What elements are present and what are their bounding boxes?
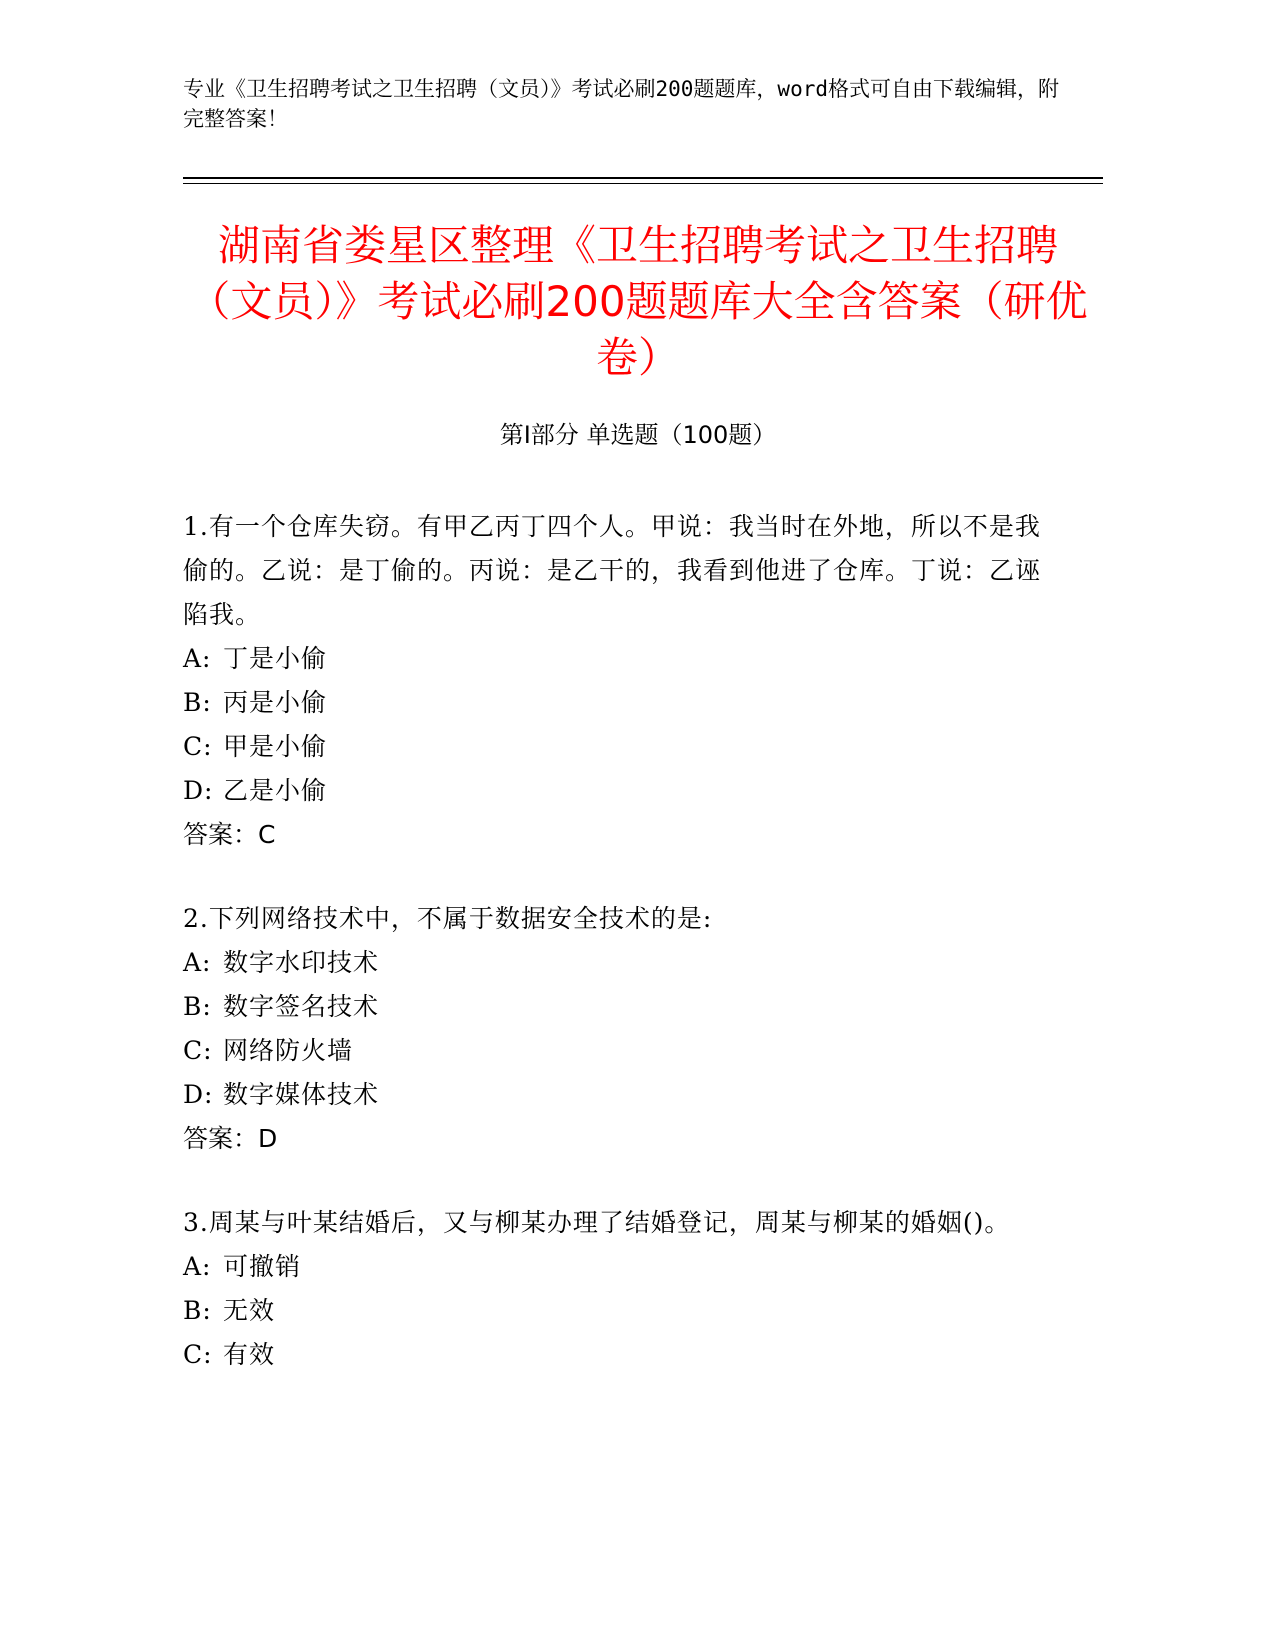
question-2 — [183, 897, 1063, 1161]
option-c — [183, 725, 1063, 769]
option-c — [183, 1333, 1063, 1377]
section-title: 第I部分 单选题（100题） — [499, 421, 777, 449]
option-letter: C: — [183, 1340, 213, 1369]
option-a — [183, 637, 1063, 681]
option-text: 无效 — [223, 1296, 276, 1325]
option-letter: B: — [183, 992, 212, 1021]
question-stem: 3.周某与叶某结婚后，又与柳某办理了结婚登记，周某与柳某的婚姻()。 — [183, 1208, 1011, 1237]
option-letter: B: — [183, 1296, 212, 1325]
option-text: 有效 — [223, 1340, 276, 1369]
option-b — [183, 1289, 1063, 1333]
option-b — [183, 681, 1063, 725]
option-text: 数字媒体技术 — [223, 1080, 380, 1109]
document-title: 湖南省娄星区整理《卫生招聘考试之卫生招聘（文员）》考试必刷200题题库大全含答案（研优卷） — [188, 221, 1088, 382]
option-text: 数字签名技术 — [223, 992, 380, 1021]
option-text: 丙是小偷 — [223, 688, 328, 717]
header-note: 专业《卫生招聘考试之卫生招聘（文员）》考试必刷200题题库，word格式可自由下载编辑，附完整答案！ — [183, 77, 1059, 131]
option-d — [183, 769, 1063, 813]
option-text: 数字水印技术 — [223, 948, 380, 977]
header-rule-thick — [183, 177, 1103, 179]
option-b — [183, 985, 1063, 1029]
option-letter: A: — [183, 948, 212, 977]
option-letter: C: — [183, 1036, 213, 1065]
option-c — [183, 1029, 1063, 1073]
option-a — [183, 1245, 1063, 1289]
header-rule-thin — [183, 183, 1103, 184]
option-letter: D: — [183, 1080, 214, 1109]
question-list — [183, 505, 1063, 1417]
option-letter: A: — [183, 1252, 212, 1281]
question-stem: 1.有一个仓库失窃。有甲乙丙丁四个人。甲说：我当时在外地，所以不是我偷的。乙说：是丁偷的。丙说：是乙干的，我看到他进了仓库。丁说：乙诬陷我。 — [183, 512, 1042, 629]
option-letter: C: — [183, 732, 213, 761]
option-text: 甲是小偷 — [223, 732, 328, 761]
option-text: 丁是小偷 — [223, 644, 328, 673]
option-letter: D: — [183, 776, 214, 805]
question-stem: 2.下列网络技术中，不属于数据安全技术的是: — [183, 904, 713, 933]
answer-line: 答案：C — [183, 820, 276, 849]
option-d — [183, 1073, 1063, 1117]
option-text: 乙是小偷 — [223, 776, 328, 805]
option-text: 网络防火墙 — [223, 1036, 354, 1065]
question-3 — [183, 1201, 1063, 1377]
option-a — [183, 941, 1063, 985]
option-letter: B: — [183, 688, 212, 717]
answer-line: 答案：D — [183, 1124, 278, 1153]
option-text: 可撤销 — [223, 1252, 302, 1281]
option-letter: A: — [183, 644, 212, 673]
question-1 — [183, 505, 1063, 857]
